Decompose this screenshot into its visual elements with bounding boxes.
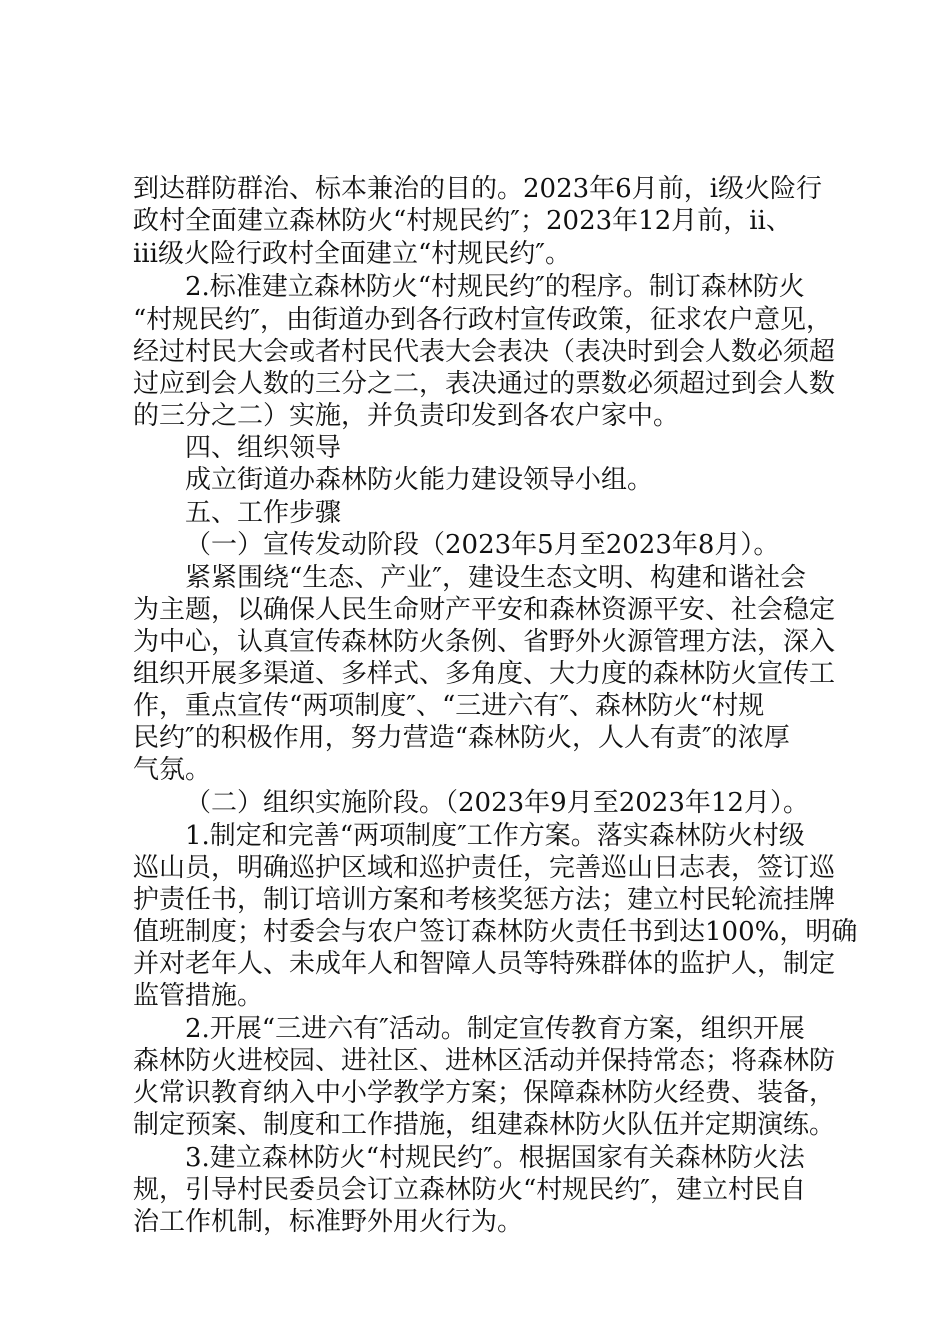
section-heading: 五、工作步骤 <box>185 498 342 528</box>
text-line: 组织开展多渠道、多样式、多角度、大力度的森林防火宣传工 <box>133 659 836 689</box>
subsection-heading: （二）组织实施阶段。（2023年9月至2023年12月）。 <box>185 788 809 818</box>
paragraph-first-line: 2.开展“三进六有″活动。制定宣传教育方案，组织开展 <box>185 1014 805 1044</box>
text-line: 火常识教育纳入中小学教学方案；保障森林防火经费、装备， <box>133 1078 836 1108</box>
paragraph-first-line: 成立街道办森林防火能力建设领导小组。 <box>185 465 654 495</box>
subsection-heading: （一）宣传发动阶段（2023年5月至2023年8月）。 <box>185 530 780 560</box>
text-line: 护责任书，制订培训方案和考核奖惩方法；建立村民轮流挂牌 <box>133 885 836 915</box>
text-line: 经过村民大会或者村民代表大会表决（表决时到会人数必须超 <box>133 337 836 367</box>
text-line: 巡山员，明确巡护区域和巡护责任，完善巡山日志表，签订巡 <box>133 853 836 883</box>
paragraph-first-line: 1.制定和完善“两项制度″工作方案。落实森林防火村级 <box>185 821 805 851</box>
text-line: 政村全面建立森林防火“村规民约″；2023年12月前，ⅱ、 <box>133 206 792 236</box>
text-line: 并对老年人、未成年人和智障人员等特殊群体的监护人，制定 <box>133 949 836 979</box>
text-line: 的三分之二）实施，并负责印发到各农户家中。 <box>133 401 680 431</box>
text-line: 为中心，认真宣传森林防火条例、省野外火源管理方法，深入 <box>133 627 836 657</box>
text-line: 为主题，以确保人民生命财产平安和森林资源平安、社会稳定 <box>133 595 836 625</box>
text-line: 到达群防群治、标本兼治的目的。2023年6月前，ⅰ级火险行 <box>133 174 823 204</box>
text-line: 制定预案、制度和工作措施，组建森林防火队伍并定期演练。 <box>133 1110 836 1140</box>
text-line: 治工作机制，标准野外用火行为。 <box>133 1207 524 1237</box>
text-line: 过应到会人数的三分之二，表决通过的票数必须超过到会人数 <box>133 369 836 399</box>
paragraph-first-line: 3.建立森林防火“村规民约″。根据国家有关森林防火法 <box>185 1143 805 1173</box>
text-line: 作，重点宣传“两项制度″、“三进六有″、森林防火“村规 <box>133 691 765 721</box>
text-line: “村规民约″，由街道办到各行政村宣传政策，征求农户意见， <box>133 305 833 335</box>
text-line: 值班制度；村委会与农户签订森林防火责任书到达100%，明确 <box>133 917 858 947</box>
paragraph-first-line: 2.标准建立森林防火“村规民约″的程序。制订森林防火 <box>185 272 805 302</box>
text-line: 气氛。 <box>133 755 212 785</box>
section-heading: 四、组织领导 <box>185 433 342 463</box>
text-line: 民约″的积极作用，努力营造“森林防火，人人有责″的浓厚 <box>133 723 790 753</box>
text-line: ⅲ级火险行政村全面建立“村规民约″。 <box>133 239 571 269</box>
paragraph-first-line: 紧紧围绕“生态、产业″，建设生态文明、构建和谐社会 <box>185 563 807 593</box>
text-line: 规，引导村民委员会订立森林防火“村规民约″，建立村民自 <box>133 1175 807 1205</box>
text-line: 监管措施。 <box>133 981 264 1011</box>
text-line: 森林防火进校园、进社区、进林区活动并保持常态；将森林防 <box>133 1046 836 1076</box>
